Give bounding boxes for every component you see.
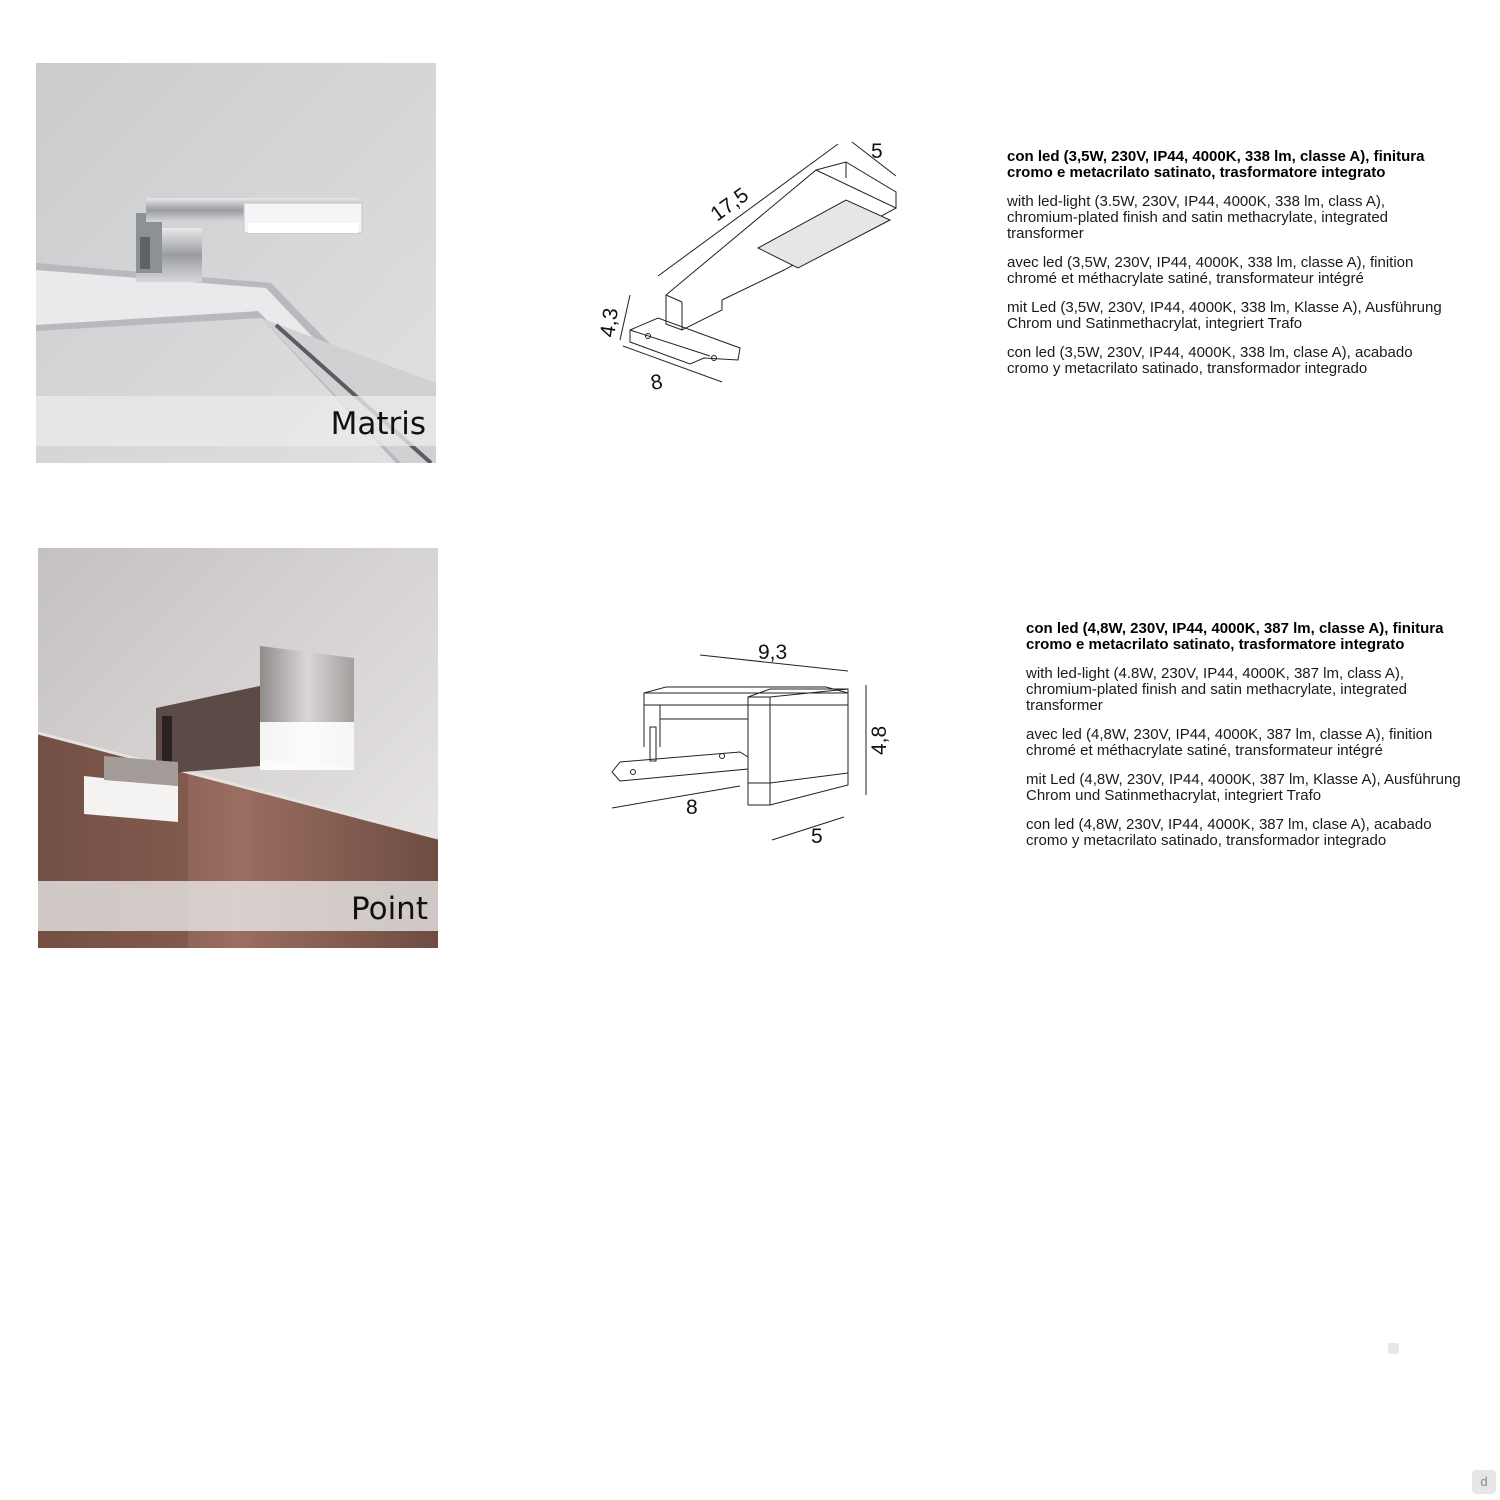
- matris-technical-drawing: [590, 130, 920, 400]
- description-english: with led-light (4.8W, 230V, IP44, 4000K, 387 lm, class A), chromium-plated finish and satin methacrylate, integrated transformer: [1026, 665, 1408, 714]
- description-italian: con led (4,8W, 230V, IP44, 4000K, 387 lm, classe A), finitura cromo e metacrilato satinato, trasformatore integrato: [1026, 620, 1444, 653]
- product-name: Point: [351, 891, 428, 927]
- description-italian: con led (3,5W, 230V, IP44, 4000K, 338 lm, classe A), finitura cromo e metacrilato satinato, trasformatore integrato: [1007, 148, 1425, 181]
- description-german: mit Led (4,8W, 230V, IP44, 4000K, 387 lm, Klasse A), Ausführung Chrom und Satinmethacrylat, integriert Trafo: [1026, 771, 1461, 804]
- point-photo: [38, 548, 438, 948]
- point-technical-drawing: [600, 635, 900, 855]
- matris-dimension-depth: 5: [871, 140, 883, 163]
- point-dimension-length: 9,3: [758, 641, 788, 664]
- description-german: mit Led (3,5W, 230V, IP44, 4000K, 338 lm, Klasse A), Ausführung Chrom und Satinmethacrylat, integriert Trafo: [1007, 299, 1442, 332]
- matris-dimension-base: 8: [648, 370, 665, 395]
- description-french: avec led (3,5W, 230V, IP44, 4000K, 338 lm, classe A), finition chromé et méthacrylate satiné, transformateur intégré: [1007, 254, 1414, 287]
- matris-description: [1007, 149, 1447, 390]
- corner-logo: d: [1472, 1470, 1496, 1494]
- matris-photo: [36, 63, 436, 463]
- matris-dimension-height: 4,3: [596, 306, 624, 339]
- description-spanish: con led (4,8W, 230V, IP44, 4000K, 387 lm, clase A), acabado cromo y metacrilato satinado, transformador integrado: [1026, 816, 1432, 849]
- product-name: Matris: [330, 406, 426, 442]
- description-spanish: con led (3,5W, 230V, IP44, 4000K, 338 lm, clase A), acabado cromo y metacrilato satinado, transformador integrado: [1007, 344, 1413, 377]
- small-square-mark: [1388, 1343, 1399, 1354]
- point-description: [1026, 621, 1466, 862]
- point-dimension-depth: 5: [811, 825, 823, 848]
- description-french: avec led (4,8W, 230V, IP44, 4000K, 387 lm, classe A), finition chromé et méthacrylate satiné, transformateur intégré: [1026, 726, 1433, 759]
- point-dimension-height: 4,8: [868, 725, 891, 755]
- matris-dimension-length: 17,5: [706, 183, 754, 227]
- description-english: with led-light (3.5W, 230V, IP44, 4000K, 338 lm, class A), chromium-plated finish and satin methacrylate, integrated transformer: [1007, 193, 1389, 242]
- point-dimension-base: 8: [686, 796, 698, 819]
